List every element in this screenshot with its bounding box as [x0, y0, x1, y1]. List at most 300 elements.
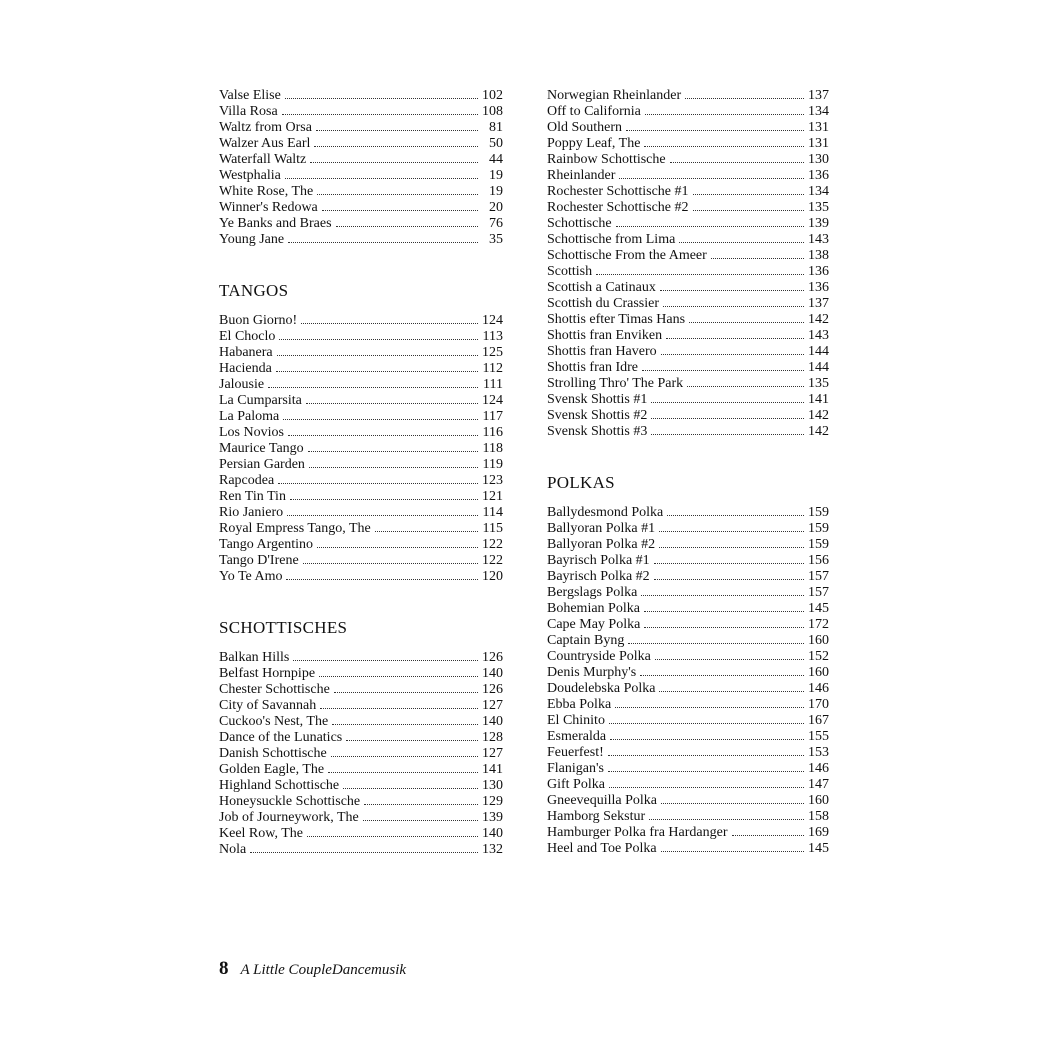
- entry-title: Hacienda: [219, 361, 272, 376]
- entry-page-number: 134: [808, 104, 829, 119]
- entry-title: Belfast Hornpipe: [219, 666, 316, 681]
- entry-title: Golden Eagle, The: [219, 762, 325, 777]
- index-entry: [547, 200, 829, 216]
- entry-page-number: 147: [808, 777, 829, 792]
- index-entry: [547, 232, 829, 248]
- dot-leader: [334, 692, 478, 693]
- dot-leader: [661, 803, 804, 804]
- index-entry: [547, 617, 829, 633]
- index-entry: [547, 216, 829, 232]
- entry-page-number: 137: [808, 296, 829, 311]
- dot-leader: [641, 595, 804, 596]
- dot-leader: [310, 162, 478, 163]
- page-number: 8: [219, 958, 229, 979]
- index-entry: [547, 569, 829, 585]
- index-entry: [219, 521, 503, 537]
- entry-page-number: 124: [482, 313, 503, 328]
- index-entry: [547, 280, 829, 296]
- entry-page-number: 160: [808, 793, 829, 808]
- dot-leader: [661, 354, 804, 355]
- entry-title: Scottish a Catinaux: [547, 280, 656, 295]
- index-entry: [547, 408, 829, 424]
- index-entry: [219, 457, 503, 473]
- index-section-tangos: [219, 281, 503, 585]
- index-section-continued: [547, 88, 829, 440]
- index-entry: [547, 553, 829, 569]
- index-entry: [219, 232, 503, 248]
- entry-title: Habanera: [219, 345, 273, 360]
- dot-leader: [670, 162, 804, 163]
- dot-leader: [250, 852, 478, 853]
- entry-title: Schottische from Lima: [547, 232, 676, 247]
- entry-page-number: 143: [808, 232, 829, 247]
- entry-title: Persian Garden: [219, 457, 305, 472]
- dot-leader: [303, 563, 478, 564]
- entry-title: Tango D'Irene: [219, 553, 299, 568]
- entry-title: Gneevequilla Polka: [547, 793, 658, 808]
- index-entry: [219, 537, 503, 553]
- index-entry: [547, 168, 829, 184]
- dot-leader: [642, 370, 804, 371]
- index-entry: [219, 377, 503, 393]
- index-entry: [219, 184, 503, 200]
- entry-page-number: 145: [808, 601, 829, 616]
- entry-page-number: 115: [482, 521, 503, 536]
- dot-leader: [609, 723, 804, 724]
- entry-page-number: 153: [808, 745, 829, 760]
- dot-leader: [282, 114, 478, 115]
- index-section-continued: [219, 88, 503, 248]
- entry-title: Honeysuckle Schottische: [219, 794, 361, 809]
- entry-title: Poppy Leaf, The: [547, 136, 641, 151]
- dot-leader: [615, 707, 804, 708]
- entry-page-number: 141: [482, 762, 503, 777]
- entry-title: Winner's Redowa: [219, 200, 318, 215]
- index-entry: [547, 120, 829, 136]
- dot-leader: [306, 403, 478, 404]
- entry-title: Shottis fran Havero: [547, 344, 657, 359]
- index-entry: [219, 842, 503, 858]
- entry-title: Rochester Schottische #1: [547, 184, 689, 199]
- entry-title: Feuerfest!: [547, 745, 604, 760]
- entry-title: Waltz from Orsa: [219, 120, 312, 135]
- entry-page-number: 134: [808, 184, 829, 199]
- entry-title: Job of Journeywork, The: [219, 810, 359, 825]
- entry-page-number: 155: [808, 729, 829, 744]
- index-entry: [219, 200, 503, 216]
- index-entry: [219, 345, 503, 361]
- dot-leader: [649, 819, 804, 820]
- entry-title: Bayrisch Polka #1: [547, 553, 650, 568]
- entry-page-number: 143: [808, 328, 829, 343]
- entry-page-number: 102: [482, 88, 503, 103]
- dot-leader: [317, 547, 478, 548]
- entry-title: Villa Rosa: [219, 104, 278, 119]
- entry-title: Scottish: [547, 264, 593, 279]
- index-entry: [547, 809, 829, 825]
- entry-page-number: 146: [808, 761, 829, 776]
- entry-title: Danish Schottische: [219, 746, 327, 761]
- entry-title: Ebba Polka: [547, 697, 612, 712]
- index-entry: [219, 329, 503, 345]
- dot-leader: [322, 210, 478, 211]
- index-entry: [219, 425, 503, 441]
- dot-leader: [609, 787, 804, 788]
- entry-title: Waterfall Waltz: [219, 152, 307, 167]
- entry-title: El Choclo: [219, 329, 276, 344]
- index-entry: [547, 152, 829, 168]
- index-entry: [547, 537, 829, 553]
- entry-title: Hamburger Polka fra Hardanger: [547, 825, 728, 840]
- index-entry: [547, 521, 829, 537]
- dot-leader: [332, 724, 478, 725]
- dot-leader: [317, 194, 478, 195]
- entry-page-number: 127: [482, 746, 503, 761]
- dot-leader: [659, 547, 804, 548]
- entry-title: Svensk Shottis #3: [547, 424, 648, 439]
- dot-leader: [286, 579, 478, 580]
- entry-page-number: 142: [808, 312, 829, 327]
- dot-leader: [610, 739, 804, 740]
- index-entry: [219, 826, 503, 842]
- dot-leader: [661, 851, 804, 852]
- index-entry: [547, 344, 829, 360]
- dot-leader: [689, 322, 804, 323]
- index-entry: [219, 489, 503, 505]
- index-entry: [219, 441, 503, 457]
- index-entry: [547, 328, 829, 344]
- entry-page-number: 141: [808, 392, 829, 407]
- dot-leader: [309, 467, 478, 468]
- index-entry: [219, 120, 503, 136]
- index-entry: [219, 553, 503, 569]
- index-entry: [219, 313, 503, 329]
- entry-title: Chester Schottische: [219, 682, 330, 697]
- entry-title: Countryside Polka: [547, 649, 651, 664]
- dot-leader: [301, 323, 478, 324]
- index-entry: [219, 569, 503, 585]
- entry-title: Norwegian Rheinlander: [547, 88, 682, 103]
- entry-title: Cape May Polka: [547, 617, 641, 632]
- dot-leader: [277, 355, 478, 356]
- dot-leader: [308, 451, 478, 452]
- book-title: A Little CoupleDancemusik: [240, 962, 407, 978]
- index-section-schottisches: [219, 618, 503, 858]
- dot-leader: [655, 659, 804, 660]
- index-entry: [547, 825, 829, 841]
- entry-page-number: 160: [808, 665, 829, 680]
- dot-leader: [288, 242, 478, 243]
- index-entry: [219, 136, 503, 152]
- dot-leader: [346, 740, 478, 741]
- dot-leader: [651, 418, 804, 419]
- dot-leader: [711, 258, 804, 259]
- index-entry: [547, 633, 829, 649]
- entry-page-number: 135: [808, 376, 829, 391]
- index-column-left: [219, 88, 503, 858]
- dot-leader: [654, 579, 804, 580]
- entry-page-number: 108: [482, 104, 503, 119]
- entry-page-number: 152: [808, 649, 829, 664]
- dot-leader: [278, 483, 478, 484]
- entry-title: White Rose, The: [219, 184, 314, 199]
- entry-title: Scottish du Crassier: [547, 296, 659, 311]
- entry-title: Ye Banks and Braes: [219, 216, 332, 231]
- dot-leader: [667, 515, 804, 516]
- section-heading-tangos: TANGOS: [219, 281, 289, 300]
- entry-page-number: 139: [482, 810, 503, 825]
- dot-leader: [288, 435, 478, 436]
- entry-page-number: 114: [482, 505, 503, 520]
- index-entry: [219, 698, 503, 714]
- entry-title: Rapcodea: [219, 473, 275, 488]
- entry-title: Westphalia: [219, 168, 281, 183]
- dot-leader: [693, 194, 804, 195]
- entry-title: Tango Argentino: [219, 537, 314, 552]
- dot-leader: [314, 146, 478, 147]
- dot-leader: [596, 274, 804, 275]
- index-entry: [219, 746, 503, 762]
- index-entry: [547, 777, 829, 793]
- entry-page-number: 167: [808, 713, 829, 728]
- dot-leader: [687, 386, 804, 387]
- index-entry: [547, 729, 829, 745]
- index-entry: [219, 216, 503, 232]
- dot-leader: [363, 820, 478, 821]
- index-entry: [219, 88, 503, 104]
- index-entry: [219, 778, 503, 794]
- dot-leader: [364, 804, 478, 805]
- entry-title: Hamborg Sekstur: [547, 809, 646, 824]
- entry-page-number: 136: [808, 168, 829, 183]
- index-entry: [219, 152, 503, 168]
- entry-title: Ballydesmond Polka: [547, 505, 664, 520]
- entry-page-number: 35: [489, 232, 503, 247]
- entry-title: Dance of the Lunatics: [219, 730, 343, 745]
- index-entry: [219, 650, 503, 666]
- dot-leader: [659, 531, 804, 532]
- index-entry: [547, 649, 829, 665]
- dot-leader: [283, 419, 478, 420]
- entry-page-number: 123: [482, 473, 503, 488]
- index-entry: [219, 730, 503, 746]
- entry-title: Ren Tin Tin: [219, 489, 286, 504]
- entry-page-number: 20: [489, 200, 503, 215]
- entry-title: Bohemian Polka: [547, 601, 640, 616]
- entry-title: Shottis fran Idre: [547, 360, 638, 375]
- entry-title: Cuckoo's Nest, The: [219, 714, 329, 729]
- entry-title: Esmeralda: [547, 729, 607, 744]
- entry-page-number: 130: [808, 152, 829, 167]
- entry-page-number: 116: [482, 425, 503, 440]
- entry-page-number: 119: [482, 457, 503, 472]
- entry-page-number: 139: [808, 216, 829, 231]
- entry-page-number: 130: [482, 778, 503, 793]
- dot-leader: [608, 755, 804, 756]
- entry-title: Doudelebska Polka: [547, 681, 656, 696]
- entry-title: Yo Te Amo: [219, 569, 283, 584]
- entry-title: Los Novios: [219, 425, 284, 440]
- index-entry: [547, 136, 829, 152]
- entry-title: Valse Elise: [219, 88, 281, 103]
- dot-leader: [268, 387, 478, 388]
- dot-leader: [293, 660, 478, 661]
- entry-page-number: 140: [482, 826, 503, 841]
- dot-leader: [628, 643, 804, 644]
- entry-page-number: 170: [808, 697, 829, 712]
- entry-page-number: 158: [808, 809, 829, 824]
- index-entry: [547, 665, 829, 681]
- entry-title: Off to California: [547, 104, 641, 119]
- entry-page-number: 112: [482, 361, 503, 376]
- entry-title: Schottische From the Ameer: [547, 248, 707, 263]
- index-column-right: [547, 88, 829, 857]
- dot-leader: [319, 676, 478, 677]
- dot-leader: [285, 98, 478, 99]
- dot-leader: [375, 531, 478, 532]
- entry-page-number: 113: [482, 329, 503, 344]
- index-entry: [547, 392, 829, 408]
- dot-leader: [651, 434, 804, 435]
- index-entry: [547, 424, 829, 440]
- entry-page-number: 137: [808, 88, 829, 103]
- index-entry: [547, 793, 829, 809]
- entry-page-number: 117: [482, 409, 503, 424]
- entry-title: Young Jane: [219, 232, 285, 247]
- index-entry: [219, 473, 503, 489]
- entry-page-number: 129: [482, 794, 503, 809]
- entry-title: Maurice Tango: [219, 441, 304, 456]
- entry-title: Schottische: [547, 216, 612, 231]
- dot-leader: [316, 130, 478, 131]
- dot-leader: [660, 290, 804, 291]
- entry-page-number: 159: [808, 521, 829, 536]
- entry-page-number: 120: [482, 569, 503, 584]
- dot-leader: [320, 708, 478, 709]
- index-entry: [547, 761, 829, 777]
- index-entry: [547, 376, 829, 392]
- dot-leader: [666, 338, 804, 339]
- entry-title: La Cumparsita: [219, 393, 302, 408]
- dot-leader: [644, 611, 804, 612]
- entry-page-number: 140: [482, 666, 503, 681]
- entry-page-number: 135: [808, 200, 829, 215]
- entry-page-number: 136: [808, 280, 829, 295]
- entry-title: Jalousie: [219, 377, 265, 392]
- dot-leader: [336, 226, 478, 227]
- entry-page-number: 159: [808, 505, 829, 520]
- entry-page-number: 159: [808, 537, 829, 552]
- index-entry: [219, 794, 503, 810]
- index-entry: [219, 762, 503, 778]
- entry-title: Shottis fran Enviken: [547, 328, 663, 343]
- index-entry: [219, 361, 503, 377]
- entry-title: Keel Row, The: [219, 826, 303, 841]
- index-entry: [219, 666, 503, 682]
- section-heading-polkas: POLKAS: [547, 473, 615, 492]
- entry-title: El Chinito: [547, 713, 605, 728]
- index-entry: [219, 393, 503, 409]
- entry-title: Bergslags Polka: [547, 585, 638, 600]
- entry-page-number: 127: [482, 698, 503, 713]
- entry-title: Shottis efter Timas Hans: [547, 312, 686, 327]
- entry-page-number: 169: [808, 825, 829, 840]
- entry-page-number: 19: [489, 168, 503, 183]
- entry-page-number: 122: [482, 553, 503, 568]
- entry-title: Rainbow Schottische: [547, 152, 666, 167]
- index-entry: [219, 505, 503, 521]
- entry-title: Ballyoran Polka #1: [547, 521, 656, 536]
- entry-page-number: 81: [489, 120, 503, 135]
- dot-leader: [328, 772, 478, 773]
- entry-title: Bayrisch Polka #2: [547, 569, 650, 584]
- index-entry: [547, 88, 829, 104]
- dot-leader: [679, 242, 804, 243]
- entry-title: Ballyoran Polka #2: [547, 537, 656, 552]
- entry-title: Balkan Hills: [219, 650, 290, 665]
- dot-leader: [285, 178, 478, 179]
- index-entry: [219, 409, 503, 425]
- dot-leader: [287, 515, 478, 516]
- index-entry: [547, 296, 829, 312]
- entry-title: Denis Murphy's: [547, 665, 637, 680]
- entry-page-number: 126: [482, 650, 503, 665]
- entry-page-number: 44: [489, 152, 503, 167]
- entry-page-number: 172: [808, 617, 829, 632]
- entry-title: Flanigan's: [547, 761, 604, 776]
- index-entry: [219, 104, 503, 120]
- entry-title: Svensk Shottis #2: [547, 408, 648, 423]
- entry-page-number: 157: [808, 569, 829, 584]
- dot-leader: [659, 691, 804, 692]
- entry-page-number: 118: [482, 441, 503, 456]
- entry-page-number: 132: [482, 842, 503, 857]
- dot-leader: [654, 563, 804, 564]
- index-entry: [547, 745, 829, 761]
- entry-title: Royal Empress Tango, The: [219, 521, 371, 536]
- dot-leader: [343, 788, 478, 789]
- dot-leader: [276, 371, 478, 372]
- dot-leader: [663, 306, 804, 307]
- entry-title: City of Savannah: [219, 698, 317, 713]
- dot-leader: [693, 210, 804, 211]
- index-entry: [547, 104, 829, 120]
- dot-leader: [616, 226, 804, 227]
- dot-leader: [626, 130, 804, 131]
- index-entry: [547, 697, 829, 713]
- entry-page-number: 111: [483, 377, 503, 392]
- dot-leader: [279, 339, 478, 340]
- entry-page-number: 157: [808, 585, 829, 600]
- entry-page-number: 142: [808, 408, 829, 423]
- index-entry: [547, 184, 829, 200]
- entry-title: Rio Janiero: [219, 505, 284, 520]
- entry-title: Svensk Shottis #1: [547, 392, 648, 407]
- dot-leader: [645, 114, 804, 115]
- index-entry: [547, 681, 829, 697]
- index-entry: [547, 585, 829, 601]
- index-entry: [219, 810, 503, 826]
- dot-leader: [619, 178, 804, 179]
- dot-leader: [290, 499, 478, 500]
- entry-page-number: 140: [482, 714, 503, 729]
- entry-page-number: 122: [482, 537, 503, 552]
- entry-page-number: 146: [808, 681, 829, 696]
- entry-page-number: 131: [808, 120, 829, 135]
- index-entry: [547, 505, 829, 521]
- entry-title: La Paloma: [219, 409, 280, 424]
- entry-page-number: 19: [489, 184, 503, 199]
